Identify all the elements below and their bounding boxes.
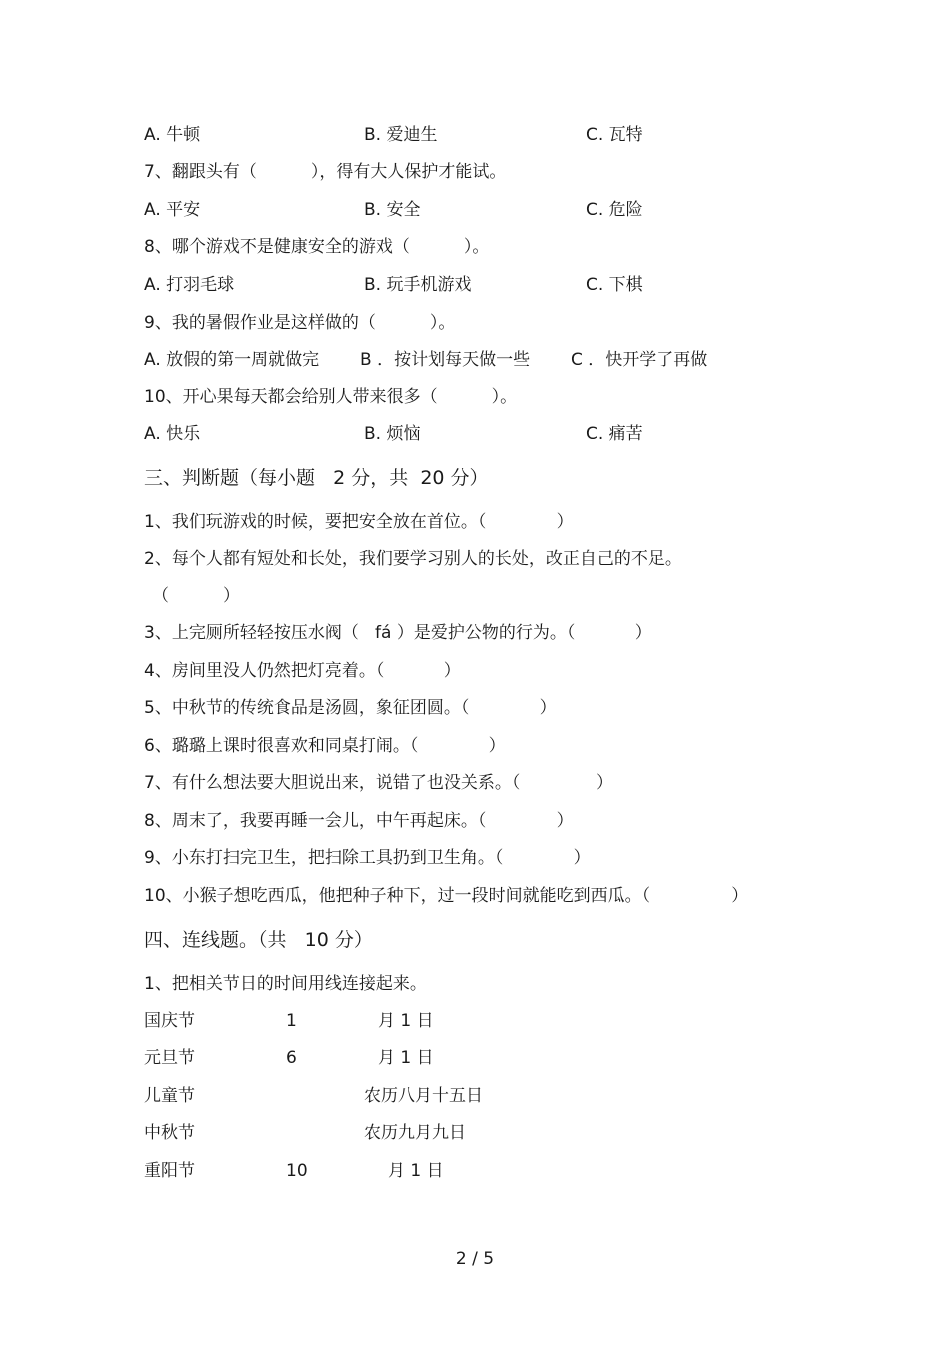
holiday-3: 儿童节 <box>144 1086 195 1106</box>
holiday-2: 元旦节 <box>144 1048 195 1068</box>
date-1-rest: 月 1 日 <box>378 1011 434 1031</box>
q7-option-c: C. 危险 <box>586 200 643 220</box>
q10-option-c: C. 痛苦 <box>586 424 643 444</box>
q6-option-a: A. 牛顿 <box>144 125 201 145</box>
judge-item-10: 10、小猴子想吃西瓜，他把种子种下，过一段时间就能吃到西瓜。（ ） <box>144 886 749 906</box>
judge-item-2-blank: （ ） <box>152 586 241 606</box>
question-7: 7、翻跟头有（ ），得有大人保护才能试。 <box>144 162 507 182</box>
date-3-rest: 农历八月十五日 <box>364 1086 483 1106</box>
q9-option-a: A. 放假的第一周就做完 <box>144 350 320 370</box>
judge-section-title: 三、判断题（每小题 2 分，共 20 分） <box>144 467 489 489</box>
q8-option-c: C. 下棋 <box>586 275 643 295</box>
q9-option-b: B ．按计划每天做一些 <box>360 350 531 370</box>
matching-section-title: 四、连线题。（共 10 分） <box>144 929 373 951</box>
q10-option-b: B. 烦恼 <box>364 424 421 444</box>
judge-item-5: 5、中秋节的传统食品是汤圆，象征团圆。（ ） <box>144 698 557 718</box>
judge-item-6: 6、璐璐上课时很喜欢和同桌打闹。（ ） <box>144 736 506 756</box>
judge-item-2: 2、每个人都有短处和长处，我们要学习别人的长处，改正自己的不足。 <box>144 549 682 569</box>
holiday-4: 中秋节 <box>144 1123 195 1143</box>
date-4-rest: 农历九月九日 <box>364 1123 466 1143</box>
judge-item-1: 1、我们玩游戏的时候，要把安全放在首位。（ ） <box>144 512 574 532</box>
judge-item-3: 3、上完厕所轻轻按压水阀（ fá ）是爱护公物的行为。（ ） <box>144 623 652 643</box>
date-5-num: 10 <box>286 1161 308 1181</box>
question-10: 10、开心果每天都会给别人带来很多（ ）。 <box>144 387 518 407</box>
judge-item-7: 7、有什么想法要大胆说出来，说错了也没关系。（ ） <box>144 773 613 793</box>
q6-option-c: C. 瓦特 <box>586 125 643 145</box>
judge-item-9: 9、小东打扫完卫生，把扫除工具扔到卫生角。（ ） <box>144 848 591 868</box>
q9-option-c: C ．快开学了再做 <box>571 350 708 370</box>
judge-item-4: 4、房间里没人仍然把灯亮着。（ ） <box>144 661 461 681</box>
date-5-rest: 月 1 日 <box>388 1161 444 1181</box>
date-1-num: 1 <box>286 1011 297 1031</box>
q8-option-b: B. 玩手机游戏 <box>364 275 472 295</box>
date-2-num: 6 <box>286 1048 297 1068</box>
matching-instruction: 1、把相关节日的时间用线连接起来。 <box>144 974 427 994</box>
holiday-1: 国庆节 <box>144 1011 195 1031</box>
q7-option-b: B. 安全 <box>364 200 421 220</box>
date-2-rest: 月 1 日 <box>378 1048 434 1068</box>
holiday-5: 重阳节 <box>144 1161 195 1181</box>
q10-option-a: A. 快乐 <box>144 424 201 444</box>
question-9: 9、我的暑假作业是这样做的（ ）。 <box>144 313 456 333</box>
q8-option-a: A. 打羽毛球 <box>144 275 235 295</box>
judge-item-8: 8、周末了，我要再睡一会儿，中午再起床。（ ） <box>144 811 574 831</box>
page-number: 2 / 5 <box>455 1249 495 1269</box>
question-8: 8、哪个游戏不是健康安全的游戏（ ）。 <box>144 237 490 257</box>
q7-option-a: A. 平安 <box>144 200 201 220</box>
q6-option-b: B. 爱迪生 <box>364 125 438 145</box>
